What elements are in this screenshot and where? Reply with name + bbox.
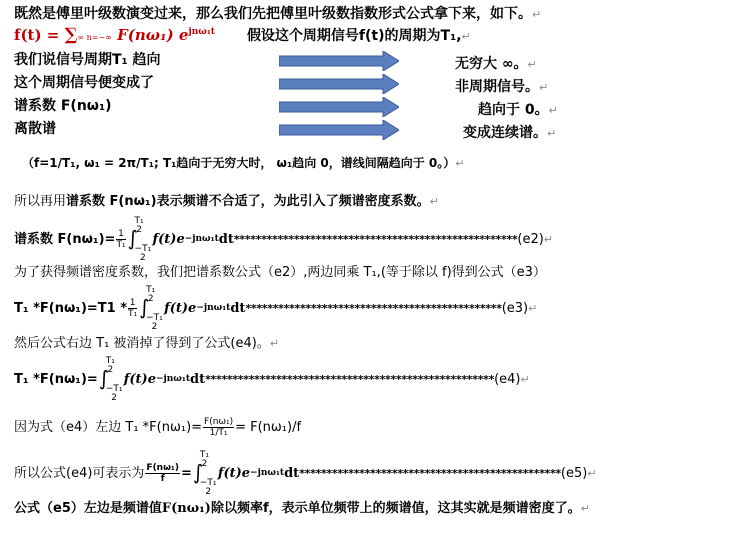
equation-e2: 谱系数 F(nω₁)= $\frac{1}{\text{T₁}}$ T₁ 2 ∫ −T₁ 2 f(t)e −jnω₁t dt **************************************************** (e2) ↵ <box>14 216 554 263</box>
reason-line: 所以再用谱系数 F(nω₁)表示频谱不合适了，为此引入了频谱密度系数。↵ <box>14 194 439 209</box>
row-coef-right: 趋向于 0。↵ <box>478 102 558 118</box>
right-arrow-icon <box>279 97 399 117</box>
intro-line: 既然是傅里叶级数演变过来，那么我们先把傅里叶级数指数形式公式拿下来，如下。↵ <box>14 6 542 22</box>
row-spectrum-left: 离散谱 <box>14 121 56 137</box>
fourier-series-formula: f(t) = ∑∞ n=−∞ F(nω₁) $e^{jn\omega_1t}$ <box>14 25 215 45</box>
right-arrow-icon <box>279 51 399 71</box>
row-period-right: 无穷大 ∞。↵ <box>455 56 537 72</box>
row-signal-left: 这个周期信号便变成了 <box>14 75 154 91</box>
assumption-text: 假设这个周期信号f(t)的周期为T₁, <box>246 28 462 44</box>
row-signal-right: 非周期信号。↵ <box>455 79 549 95</box>
row-coef-left: 谱系数 F(nω₁) <box>14 98 112 114</box>
note-line: （f=1/T₁, ω₁ = 2π/T₁; T₁趋向于无穷大时， ω₁趋向 0，谱线间隔趋向于 0。）↵ <box>22 156 465 170</box>
e4-intro-line: 然后公式右边 T₁ 被消掉了得到了公式(e4)。↵ <box>14 336 280 351</box>
equation-e4: T₁ *F(nω₁)= T₁ 2 ∫ −T₁ 2 f(t)e −jnω₁t dt ***************************************************** (e4) ↵ <box>14 356 530 403</box>
fourier-formula-line: f(t) = ∑∞ n=−∞ F(nω₁) $e^{jn\omega_1t}$ 假设这个周期信号f(t)的周期为T₁,↵ <box>14 25 471 45</box>
row-spectrum-right: 变成连续谱。↵ <box>463 125 557 141</box>
equation-e3: T₁ *F(nω₁)=T1 * $\frac{1}{\text{T₁}}$ T₁ 2 ∫ −T₁ 2 f(t)e −jnω₁t dt *********************************************** (e3) ↵ <box>14 285 538 332</box>
right-arrow-icon <box>279 74 399 94</box>
equation-e5: 所以公式(e4)可表示为 $\frac{\text{F(nω₁)}}{f}$ = T₁ 2 ∫ −T₁ 2 f(t)e −jnω₁t dt ************************************************ (e5) ↵ <box>14 450 597 497</box>
conclusion-line: 公式（e5）左边是频谱值F(nω₁)除以频率f，表示单位频带上的频谱值，这其实就是频谱密度了。↵ <box>14 501 590 516</box>
right-arrow-icon <box>279 120 399 140</box>
e4-explanation-line: 因为式（e4）左边 T₁ *F(nω₁)= $\frac{\text{F(nω₁)}}{\text{1/T₁}}$ = F(nω₁)/f <box>14 416 302 438</box>
e3-intro-line: 为了获得频谱密度系数，我们把谱系数公式（e2）,两边同乘 T₁,(等于除以 f)得到公式（e3） <box>14 265 546 280</box>
row-period-left: 我们说信号周期T₁ 趋向 <box>14 52 161 68</box>
